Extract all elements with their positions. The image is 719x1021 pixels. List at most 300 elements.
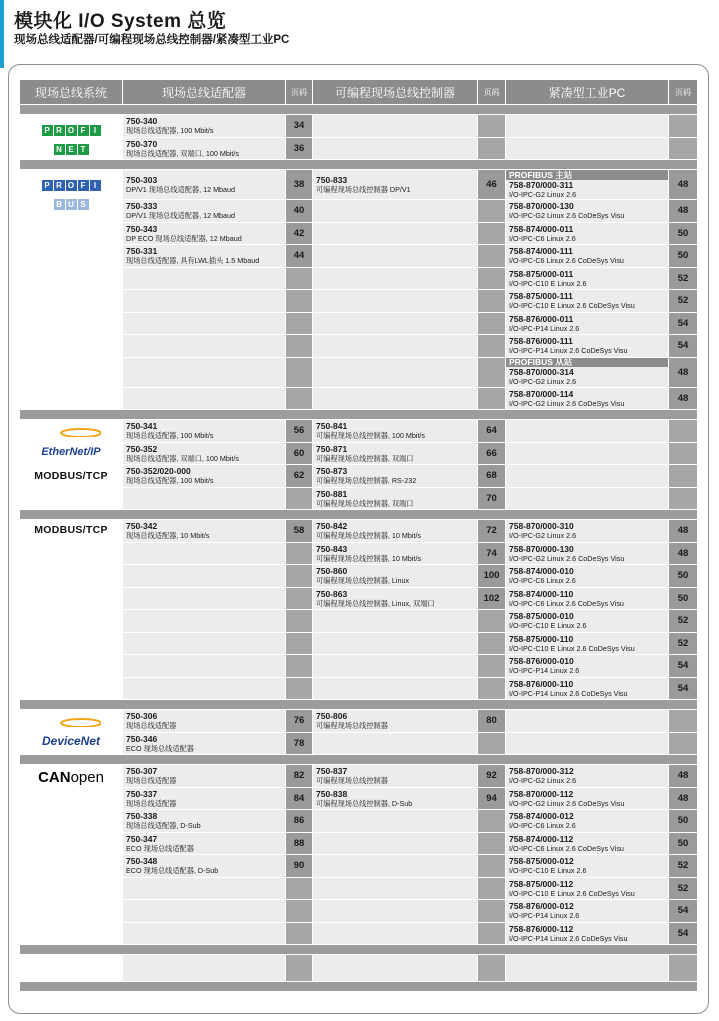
adapter-page-number [286,267,313,290]
adapter-code: 750-340 [126,116,158,127]
ipc-page-number: 48 [669,170,698,200]
controller-code: 750-806 [316,711,348,722]
fieldbus-system-cell [20,420,123,510]
adapter-code: 750-303 [126,175,158,185]
ipc-subheader: PROFIBUS 从站 [506,357,668,367]
ipc-code: 758-874/000-010 [509,566,574,577]
adapter-desc: DP/V1 现场总线适配器, 12 Mbaud [126,185,236,194]
controller-page-number [478,677,506,700]
controller-code: 750-881 [316,488,348,499]
fieldbus-logo-profibus [20,175,122,212]
fieldbus-logo-devicenet [20,714,122,750]
ipc-desc: I/O-IPC-P14 Linux 2.6 [509,911,580,921]
logo-letter-box: F [78,125,89,136]
profinet-logo-top [20,120,122,138]
fieldbus-system-cell [20,115,123,160]
adapter-code: 750-346 [126,733,158,744]
ipc-page-number: 50 [669,810,698,833]
adapter-code: 750-307 [126,766,158,777]
adapter-page-number [286,955,313,982]
controller-page-number [478,335,506,358]
modbus-logo: MODBUS/TCP [34,524,108,536]
section-separator [20,160,698,170]
section-separator [20,945,698,955]
ipc-desc: I/O-IPC-G2 Linux 2.6 [509,377,577,386]
ipc-code: 758-870/000-312 [509,766,574,777]
ipc-cell [506,357,669,387]
adapter-code: 750-331 [126,246,158,257]
logo-letter-box: R [54,125,65,136]
adapter-cell [123,710,286,733]
controller-code: 750-863 [316,588,348,599]
separator-bar [20,755,698,765]
adapter-page-number: 62 [286,465,313,488]
adapter-desc: 现场总线适配器, 双端口, 100 Mbit/s [126,453,240,463]
fieldbus-system-cell [20,710,123,755]
controller-page-number [478,832,506,855]
ipc-code: 758-875/000-110 [509,633,574,644]
controller-code: 750-873 [316,466,348,477]
ipc-page-number: 48 [669,200,698,223]
ipc-cell [506,732,669,755]
ipc-cell [506,387,669,410]
controller-desc: 可编程现场总线控制器, RS-232 [316,476,417,486]
controller-cell [313,267,478,290]
header-page-ipc: 页码 [669,80,698,105]
controller-page-number [478,655,506,678]
adapter-desc: DP/V1 现场总线适配器, 12 Mbaud [126,211,236,221]
controller-code: 750-842 [316,521,348,532]
ipc-cell [506,710,669,733]
controller-page-number [478,115,506,138]
adapter-page-number [286,312,313,335]
controller-page-number: 68 [478,465,506,488]
ipc-desc: I/O-IPC-G2 Linux 2.6 CoDeSys Visu [509,398,625,408]
adapter-page-number [286,877,313,900]
adapter-cell [123,267,286,290]
adapter-cell [123,245,286,268]
adapter-cell [123,465,286,488]
controller-page-number: 66 [478,442,506,465]
adapter-code: 750-337 [126,788,158,799]
header-controller: 可编程现场总线控制器 [313,80,478,105]
ipc-code: 758-876/000-111 [509,336,573,347]
ipc-page-number: 54 [669,655,698,678]
table-row [20,710,698,733]
adapter-cell [123,877,286,900]
ipc-desc: I/O-IPC-C10 E Linux 2.6 CoDeSys Visu [509,301,635,311]
adapter-cell [123,565,286,588]
header-adapter: 现场总线适配器 [123,80,286,105]
adapter-page-number: 78 [286,732,313,755]
separator-bar [20,410,698,420]
fieldbus-system-cell [20,520,123,700]
logo-letter-box: R [54,180,65,191]
ipc-cell [506,245,669,268]
ipc-page-number: 48 [669,387,698,410]
table-row [20,520,698,543]
ipc-cell [506,610,669,633]
ipc-code: 758-876/000-011 [509,313,574,324]
ipc-cell [506,115,669,138]
controller-page-number: 74 [478,542,506,565]
adapter-code: 750-338 [126,811,158,822]
section-separator [20,981,698,991]
ipc-code: 758-874/000-111 [509,246,573,257]
table-row [20,955,698,982]
ipc-page-number [669,710,698,733]
controller-page-number: 80 [478,710,506,733]
section-separator [20,700,698,710]
ipc-cell [506,222,669,245]
controller-cell [313,732,478,755]
ipc-page-number: 48 [669,357,698,387]
ipc-page-number: 52 [669,267,698,290]
ipc-subheader: PROFIBUS 主站 [506,170,668,180]
ipc-cell [506,442,669,465]
ipc-desc: I/O-IPC-C6 Linux 2.6 CoDeSys Visu [509,256,624,266]
ipc-cell [506,420,669,443]
ipc-page-number: 54 [669,677,698,700]
adapter-desc: ECO 现场总线适配器 [126,743,194,753]
controller-page-number [478,732,506,755]
adapter-page-number [286,357,313,387]
adapter-code: 750-352 [126,443,158,454]
controller-cell [313,710,478,733]
ipc-page-number: 50 [669,832,698,855]
ipc-code: 758-874/000-012 [509,811,574,822]
adapter-cell [123,677,286,700]
adapter-code: 750-347 [126,833,158,844]
controller-page-number [478,955,506,982]
controller-cell [313,787,478,810]
ipc-code: 758-875/000-011 [509,268,574,279]
ipc-code: 758-875/000-111 [509,291,573,302]
adapter-page-number [286,290,313,313]
adapter-code: 750-348 [126,856,158,867]
ipc-desc: I/O-IPC-C10 E Linux 2.6 CoDeSys Visu [509,643,635,653]
controller-page-number: 94 [478,787,506,810]
controller-cell [313,955,478,982]
ipc-page-number: 48 [669,765,698,788]
ipc-desc: I/O-IPC-G2 Linux 2.6 CoDeSys Visu [509,798,625,808]
ipc-code: 758-870/000-311 [509,179,574,190]
controller-page-number [478,387,506,410]
adapter-cell [123,542,286,565]
adapter-cell [123,200,286,223]
controller-cell [313,245,478,268]
ipc-desc: I/O-IPC-C6 Linux 2.6 CoDeSys Visu [509,843,624,853]
ipc-cell [506,200,669,223]
ipc-cell [506,677,669,700]
controller-desc: 可编程现场总线控制器, 10 Mbit/s [316,553,422,563]
ipc-page-number: 52 [669,855,698,878]
logo-letter-box: F [78,180,89,191]
ipc-cell [506,267,669,290]
section-separator [20,410,698,420]
controller-desc: 可编程现场总线控制器, Linux, 双端口 [316,598,435,608]
adapter-page-number [286,542,313,565]
controller-desc: 可编程现场总线控制器 DP/V1 [316,185,411,194]
ipc-cell [506,587,669,610]
adapter-cell [123,137,286,160]
profinet-logo-bottom [20,139,122,157]
ipc-desc: I/O-IPC-G2 Linux 2.6 CoDeSys Visu [509,553,625,563]
ipc-cell [506,922,669,945]
logo-letter-box: P [42,125,53,136]
adapter-page-number [286,335,313,358]
adapter-desc: 现场总线适配器, 100 Mbit/s [126,126,214,136]
controller-code: 750-837 [316,766,348,777]
adapter-desc: 现场总线适配器 [126,798,177,808]
ipc-page-number: 52 [669,610,698,633]
ipc-page-number: 50 [669,587,698,610]
ipc-code: 758-874/000-112 [509,833,574,844]
ipc-code: 758-870/000-114 [509,388,574,399]
ipc-desc: I/O-IPC-G2 Linux 2.6 [509,189,577,199]
ipc-code: 758-876/000-112 [509,923,574,934]
table-body [20,105,698,991]
adapter-desc: ECO 现场总线适配器 [126,843,194,853]
controller-page-number [478,267,506,290]
ipc-cell [506,655,669,678]
adapter-page-number: 76 [286,710,313,733]
ipc-page-number: 52 [669,290,698,313]
section-separator [20,105,698,115]
ipc-desc: I/O-IPC-P14 Linux 2.6 CoDeSys Visu [509,688,628,698]
adapter-page-number [286,900,313,923]
ethernetip-logo [20,424,122,460]
logo-letter-box: N [54,144,65,155]
devicenet-swoosh-icon [41,717,101,727]
adapter-cell [123,632,286,655]
adapter-page-number: 42 [286,222,313,245]
ipc-code: 758-870/000-310 [509,521,574,532]
logo-letter-box: I [90,125,101,136]
ipc-cell [506,335,669,358]
fieldbus-system-cell [20,765,123,945]
controller-page-number: 70 [478,487,506,510]
fieldbus-logo-canopen [20,769,122,786]
ipc-page-number: 48 [669,520,698,543]
adapter-page-number [286,922,313,945]
ipc-code: 758-870/000-314 [509,367,574,377]
adapter-page-number: 34 [286,115,313,138]
controller-cell [313,420,478,443]
ipc-page-number [669,955,698,982]
ipc-page-number: 54 [669,900,698,923]
adapter-cell [123,312,286,335]
adapter-page-number: 90 [286,855,313,878]
section-separator [20,510,698,520]
ipc-page-number [669,115,698,138]
adapter-cell [123,222,286,245]
adapter-cell [123,170,286,200]
controller-cell [313,312,478,335]
controller-desc: 可编程现场总线控制器 [316,721,388,731]
profibus-logo-top [20,175,122,193]
adapter-cell [123,955,286,982]
ethernetip-logo-text: EtherNet/IP [41,446,101,458]
header-system: 现场总线系统 [20,80,123,105]
controller-cell [313,877,478,900]
ipc-page-number [669,442,698,465]
controller-code: 750-860 [316,566,348,577]
adapter-page-number [286,677,313,700]
adapter-cell [123,787,286,810]
ipc-cell [506,810,669,833]
ipc-page-number: 48 [669,787,698,810]
fieldbus-logo-ethernet [20,424,122,482]
controller-page-number [478,200,506,223]
controller-desc: 可编程现场总线控制器, 100 Mbit/s [316,431,426,441]
fieldbus-logo-modbus [20,524,122,536]
ipc-desc: I/O-IPC-G2 Linux 2.6 [509,776,577,786]
ipc-cell [506,955,669,982]
ipc-code: 758-870/000-112 [509,788,574,799]
controller-cell [313,442,478,465]
controller-page-number: 100 [478,565,506,588]
adapter-code: 750-343 [126,223,158,234]
controller-desc: 可编程现场总线控制器, 10 Mbit/s [316,531,422,541]
controller-page-number [478,810,506,833]
ipc-desc: I/O-IPC-C6 Linux 2.6 CoDeSys Visu [509,598,624,608]
controller-page-number [478,222,506,245]
controller-desc: 可编程现场总线控制器, Linux [316,576,410,586]
logo-letter-box: I [90,180,101,191]
adapter-cell [123,520,286,543]
adapter-code: 750-306 [126,711,158,722]
controller-cell [313,832,478,855]
controller-page-number [478,357,506,387]
ipc-desc: I/O-IPC-C10 E Linux 2.6 [509,866,587,876]
controller-code: 750-841 [316,421,348,432]
adapter-desc: DP ECO 现场总线适配器, 12 Mbaud [126,233,242,243]
ipc-cell [506,877,669,900]
ipc-cell [506,487,669,510]
canopen-logo-light: open [70,769,104,786]
ipc-code: 758-870/000-130 [509,543,574,554]
page-title: 模块化 I/O System 总览 [14,11,227,32]
ipc-page-number: 52 [669,877,698,900]
controller-cell [313,677,478,700]
logo-letter-box: P [42,180,53,191]
controller-cell [313,922,478,945]
adapter-page-number [286,565,313,588]
ipc-page-number [669,487,698,510]
controller-cell [313,115,478,138]
separator-bar [20,105,698,115]
controller-page-number [478,245,506,268]
controller-cell [313,565,478,588]
fieldbus-system-cell [20,170,123,410]
adapter-page-number: 60 [286,442,313,465]
canopen-logo-bold: CAN [38,769,71,786]
adapter-desc: 现场总线适配器, 双端口, 100 Mbit/s [126,148,240,158]
adapter-page-number: 86 [286,810,313,833]
adapter-cell [123,357,286,387]
controller-cell [313,610,478,633]
ipc-desc: I/O-IPC-P14 Linux 2.6 [509,666,580,676]
table-row [20,115,698,138]
overview-table [19,79,698,991]
adapter-code: 750-341 [126,421,158,432]
controller-desc: 可编程现场总线控制器, 双端口 [316,498,414,508]
overview-frame [8,64,709,1014]
ipc-cell [506,787,669,810]
separator-bar [20,945,698,955]
fieldbus-system-cell [20,955,123,982]
ipc-page-number: 50 [669,565,698,588]
adapter-page-number: 56 [286,420,313,443]
profibus-logo-bottom [20,194,122,212]
ipc-page-number: 54 [669,335,698,358]
ipc-code: 758-875/000-112 [509,878,574,889]
adapter-page-number: 38 [286,170,313,200]
controller-page-number [478,632,506,655]
devicenet-logo-text: DeviceNet [41,734,101,748]
ipc-cell [506,632,669,655]
adapter-page-number: 82 [286,765,313,788]
ipc-page-number: 50 [669,222,698,245]
ipc-cell [506,465,669,488]
controller-code: 750-833 [316,175,348,185]
adapter-page-number: 88 [286,832,313,855]
controller-cell [313,200,478,223]
adapter-cell [123,655,286,678]
ipc-code: 758-876/000-110 [509,678,574,689]
adapter-cell [123,290,286,313]
adapter-cell [123,442,286,465]
controller-code: 750-843 [316,543,348,554]
controller-cell [313,465,478,488]
adapter-cell [123,420,286,443]
controller-cell [313,357,478,387]
adapter-page-number: 40 [286,200,313,223]
controller-page-number: 102 [478,587,506,610]
logo-letter-box: B [54,199,65,210]
ipc-desc: I/O-IPC-C10 E Linux 2.6 [509,621,587,631]
adapter-code: 750-342 [126,521,158,532]
adapter-page-number [286,587,313,610]
controller-cell [313,810,478,833]
ipc-cell [506,520,669,543]
ipc-desc: I/O-IPC-P14 Linux 2.6 CoDeSys Visu [509,346,628,356]
controller-cell [313,520,478,543]
table-row [20,765,698,788]
controller-desc: 可编程现场总线控制器 [316,776,388,786]
fieldbus-logo-profinet [20,120,122,157]
separator-bar [20,160,698,170]
ipc-cell [506,832,669,855]
controller-cell [313,335,478,358]
adapter-cell [123,587,286,610]
separator-bar [20,510,698,520]
adapter-page-number: 58 [286,520,313,543]
ipc-page-number: 54 [669,922,698,945]
controller-page-number [478,922,506,945]
adapter-page-number [286,655,313,678]
logo-letter-box: S [78,199,89,210]
adapter-desc: ECO 现场总线适配器, D-Sub [126,866,219,876]
adapter-cell [123,765,286,788]
controller-cell [313,655,478,678]
adapter-cell [123,115,286,138]
adapter-cell [123,335,286,358]
ipc-code: 758-870/000-130 [509,201,574,212]
controller-cell [313,542,478,565]
adapter-cell [123,832,286,855]
